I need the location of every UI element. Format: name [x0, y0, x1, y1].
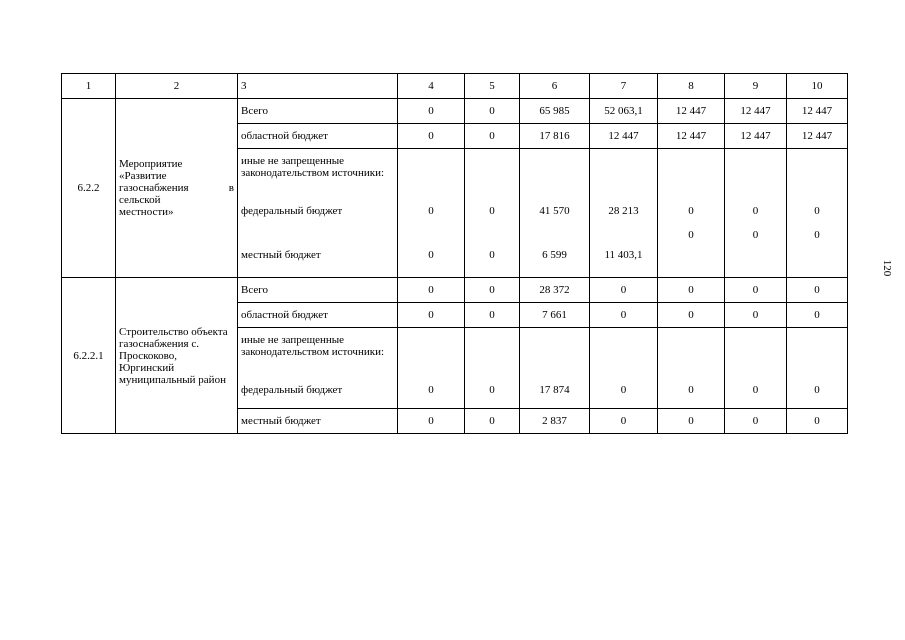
name-line-end: в [228, 182, 234, 194]
source-cell: областной бюджет [238, 124, 398, 149]
value-cell [787, 149, 848, 206]
value-cell: 11 403,1 [590, 249, 658, 278]
table-row [62, 99, 848, 124]
value-cell: 0 [787, 278, 848, 303]
value-cell: 0 [787, 303, 848, 328]
value-cell: 52 063,1 [590, 99, 658, 124]
value-cell: 0 [725, 384, 787, 409]
value-cell: 6 599 [520, 249, 590, 278]
value-cell: 0 [465, 205, 520, 229]
source-cell [238, 229, 398, 249]
value-cell: 0 [658, 384, 725, 409]
name-line: сельской [119, 194, 161, 206]
value-cell: 0 [465, 409, 520, 434]
value-cell: 12 447 [658, 124, 725, 149]
value-cell [520, 149, 590, 206]
value-cell: 0 [465, 124, 520, 149]
value-cell: 12 447 [725, 124, 787, 149]
value-cell [658, 249, 725, 278]
value-cell: 0 [465, 303, 520, 328]
source-cell: иные не запрещенные законодательством источники: [238, 149, 398, 206]
value-cell: 7 661 [520, 303, 590, 328]
value-cell [465, 229, 520, 249]
name-line: местности» [119, 206, 174, 218]
value-cell: 12 447 [658, 99, 725, 124]
value-cell: 0 [787, 409, 848, 434]
value-cell [465, 149, 520, 206]
table-row [62, 278, 848, 303]
value-cell: 12 447 [787, 99, 848, 124]
row-code: 6.2.2.1 [62, 278, 116, 434]
value-cell: 65 985 [520, 99, 590, 124]
value-cell: 0 [658, 229, 725, 249]
value-cell [725, 249, 787, 278]
name-line: Мероприятие [119, 158, 183, 170]
value-cell: 0 [398, 409, 465, 434]
source-cell: федеральный бюджет [238, 384, 398, 409]
value-cell: 0 [398, 384, 465, 409]
header-cell: 2 [116, 74, 238, 99]
value-cell: 0 [590, 409, 658, 434]
value-cell [658, 328, 725, 385]
value-cell: 0 [465, 99, 520, 124]
value-cell [590, 149, 658, 206]
value-cell [725, 328, 787, 385]
value-cell [787, 249, 848, 278]
value-cell: 0 [465, 249, 520, 278]
source-cell: иные не запрещенные законодательством источники: [238, 328, 398, 385]
page-number: 120 [881, 259, 893, 277]
source-cell: местный бюджет [238, 409, 398, 434]
value-cell: 0 [398, 99, 465, 124]
value-cell: 0 [725, 229, 787, 249]
value-cell: 0 [658, 205, 725, 229]
source-cell: Всего [238, 99, 398, 124]
header-cell: 7 [590, 74, 658, 99]
source-cell: Всего [238, 278, 398, 303]
value-cell: 0 [398, 278, 465, 303]
value-cell: 0 [398, 249, 465, 278]
value-cell: 17 874 [520, 384, 590, 409]
value-cell: 12 447 [590, 124, 658, 149]
value-cell [725, 149, 787, 206]
value-cell [590, 229, 658, 249]
value-cell: 0 [590, 384, 658, 409]
value-cell: 0 [787, 205, 848, 229]
value-cell: 28 213 [590, 205, 658, 229]
header-cell: 5 [465, 74, 520, 99]
value-cell [398, 229, 465, 249]
value-cell: 17 816 [520, 124, 590, 149]
value-cell: 0 [787, 384, 848, 409]
value-cell: 0 [725, 205, 787, 229]
value-cell: 0 [465, 278, 520, 303]
header-cell: 1 [62, 74, 116, 99]
value-cell: 0 [590, 303, 658, 328]
value-cell [398, 149, 465, 206]
row-code: 6.2.2 [62, 99, 116, 278]
header-cell: 6 [520, 74, 590, 99]
value-cell: 0 [725, 278, 787, 303]
value-cell [520, 328, 590, 385]
value-cell: 2 837 [520, 409, 590, 434]
row-name [116, 99, 238, 278]
value-cell: 0 [725, 303, 787, 328]
value-cell: 0 [465, 384, 520, 409]
value-cell: 0 [590, 278, 658, 303]
value-cell: 28 372 [520, 278, 590, 303]
value-cell: 0 [398, 303, 465, 328]
value-cell: 0 [398, 205, 465, 229]
header-row [62, 74, 848, 99]
source-cell: областной бюджет [238, 303, 398, 328]
value-cell [590, 328, 658, 385]
value-cell: 0 [658, 303, 725, 328]
header-cell: 9 [725, 74, 787, 99]
name-line: «Развитие [119, 170, 167, 182]
value-cell: 0 [398, 124, 465, 149]
value-cell: 0 [658, 409, 725, 434]
source-cell: федеральный бюджет [238, 205, 398, 229]
header-cell: 8 [658, 74, 725, 99]
value-cell [520, 229, 590, 249]
value-cell: 12 447 [787, 124, 848, 149]
value-cell [465, 328, 520, 385]
value-cell: 12 447 [725, 99, 787, 124]
budget-table [61, 73, 848, 434]
value-cell: 0 [787, 229, 848, 249]
name-line-text: газоснабжения [119, 182, 189, 194]
value-cell [658, 149, 725, 206]
name-line [119, 182, 234, 194]
value-cell: 0 [725, 409, 787, 434]
value-cell [787, 328, 848, 385]
header-cell: 10 [787, 74, 848, 99]
header-cell: 3 [238, 74, 398, 99]
value-cell: 0 [658, 278, 725, 303]
source-cell: местный бюджет [238, 249, 398, 278]
value-cell: 41 570 [520, 205, 590, 229]
header-cell: 4 [398, 74, 465, 99]
value-cell [398, 328, 465, 385]
row-name: Строительство объекта газоснабжения с. Проскоково, Юргинский муниципальный район [116, 278, 238, 434]
